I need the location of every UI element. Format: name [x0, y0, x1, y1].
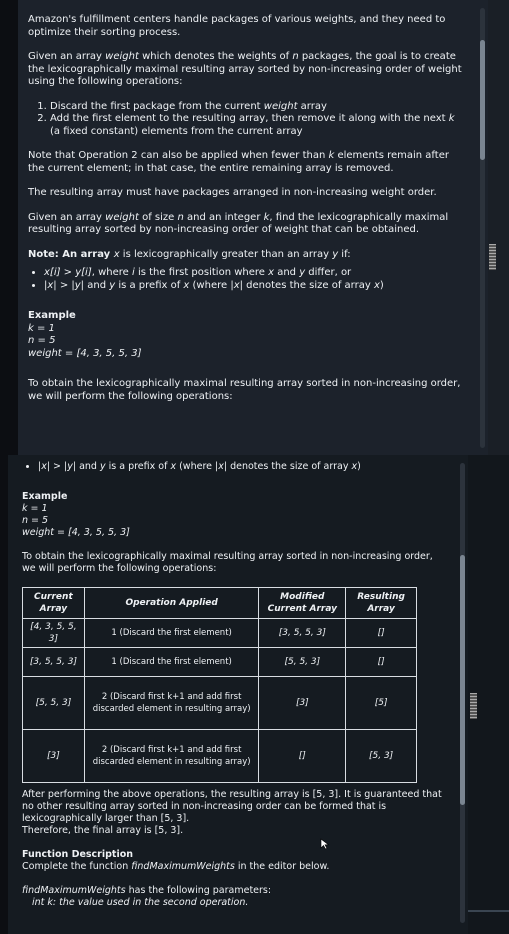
after-text: After performing the above operations, the resulting array is [5, 3]. It is guaranteed that no other resulting array sorted in non-increasing order can be formed that is lexicographically larger than [5, 3].: [22, 789, 442, 824]
table-row: [23, 619, 417, 648]
resize-handle-icon[interactable]: [470, 693, 477, 719]
final-text: Therefore, the final array is [5, 3].: [22, 825, 184, 836]
parameters-intro: findMaximumWeights has the following parameters:: [22, 885, 272, 896]
given2-text: Given an array weight of size n and an integer k, find the lexicographically maximal resulting array sorted by non-increasing order of weight that can be obtained.: [28, 211, 449, 235]
operation-1: 1. Discard the first package from the current weight array: [50, 101, 463, 114]
parameter-k: int k: the value used in the second operation.: [32, 897, 249, 908]
example-label: Example: [22, 491, 68, 502]
example-k: k = 1: [28, 322, 55, 334]
resize-handle-icon[interactable]: [489, 244, 496, 270]
table-row: [23, 648, 417, 677]
example-weight: weight = [4, 3, 5, 5, 3]: [22, 527, 130, 538]
lex-conditions-list-continued: [22, 461, 442, 473]
function-description-title: Function Description: [22, 849, 134, 860]
table-header-cell: Operation Applied: [84, 588, 259, 619]
table-cell: 2 (Discard first k+1 and add first discarded element in resulting array): [84, 730, 259, 783]
table-cell: [4, 3, 5, 5, 3]: [23, 619, 85, 648]
table-cell: 2 (Discard first k+1 and add first discarded element in resulting array): [84, 677, 259, 730]
table-header-cell: Modified Current Array: [259, 588, 346, 619]
operations-list: [28, 101, 463, 139]
problem-panel-bottom: [8, 455, 468, 934]
scrollbar-thumb[interactable]: [480, 40, 485, 160]
obtain-text: To obtain the lexicographically maximal resulting array sorted in non-increasing order, we will perform the following operations:: [22, 551, 433, 574]
lex-conditions-list: [28, 267, 463, 292]
table-cell: [3]: [259, 677, 346, 730]
table-header-cell: Current Array: [23, 588, 85, 619]
table-cell: [3]: [23, 730, 85, 783]
table-cell: []: [346, 648, 417, 677]
result-rule-text: The resulting array must have packages arranged in non-increasing weight order.: [28, 187, 437, 198]
scrollbar-thumb[interactable]: [460, 555, 465, 805]
table-header-cell: Resulting Array: [346, 588, 417, 619]
table-cell: [5, 5, 3]: [23, 677, 85, 730]
right-gutter: [488, 0, 509, 455]
lex-condition-2: • |x| > |y| and y is a prefix of x (where |x| denotes the size of array x): [44, 280, 463, 293]
example-n: n = 5: [28, 335, 56, 346]
note-text: Note that Operation 2 can also be applied when fewer than k elements remain after the current element; in that case, the entire remaining array is removed.: [28, 150, 449, 174]
operation-2: 2. Add the first element to the resulting array, then remove it along with the next k (a fixed constant) elements from the current array: [50, 113, 463, 138]
table-cell: 1 (Discard the first element): [84, 619, 259, 648]
table-cell: []: [346, 619, 417, 648]
operations-table: [22, 587, 417, 783]
problem-statement-continued: [22, 461, 442, 909]
lex-condition-1: • x[i] > y[i], where i is the first position where x and y differ, or: [44, 267, 463, 280]
table-row: [23, 730, 417, 783]
table-cell: [5]: [346, 677, 417, 730]
table-cell: [3, 5, 5, 3]: [259, 619, 346, 648]
table-cell: [5, 5, 3]: [259, 648, 346, 677]
function-description-text: Complete the function findMaximumWeights in the editor below.: [22, 861, 330, 872]
table-cell: [3, 5, 5, 3]: [23, 648, 85, 677]
problem-statement: [28, 14, 463, 403]
obtain-text: To obtain the lexicographically maximal resulting array sorted in non-increasing order, we will perform the following operations:: [28, 378, 461, 402]
table-cell: []: [259, 730, 346, 783]
example-k: k = 1: [22, 503, 48, 514]
example-weight: weight = [4, 3, 5, 5, 3]: [28, 347, 142, 359]
lex-condition-2: • |x| > |y| and y is a prefix of x (where |x| denotes the size of array x): [38, 461, 442, 473]
lex-note-text: Note: An array x is lexicographically greater than an array y if:: [28, 248, 351, 260]
table-cell: [5, 3]: [346, 730, 417, 783]
table-row: [23, 677, 417, 730]
intro-text: Amazon's fulfillment centers handle packages of various weights, and they need to optimize their sorting process.: [28, 14, 446, 38]
table-cell: 1 (Discard the first element): [84, 648, 259, 677]
table-header-row: [23, 588, 417, 619]
divider: [468, 910, 509, 912]
problem-panel-top: [18, 0, 488, 455]
given-text: Given an array weight which denotes the weights of n packages, the goal is to create the lexicographically maximal resulting array sorted by non-increasing order of weight using the following operations:: [28, 51, 462, 87]
mouse-cursor-icon: [320, 838, 330, 850]
example-label: Example: [28, 310, 76, 321]
example-n: n = 5: [22, 515, 49, 526]
